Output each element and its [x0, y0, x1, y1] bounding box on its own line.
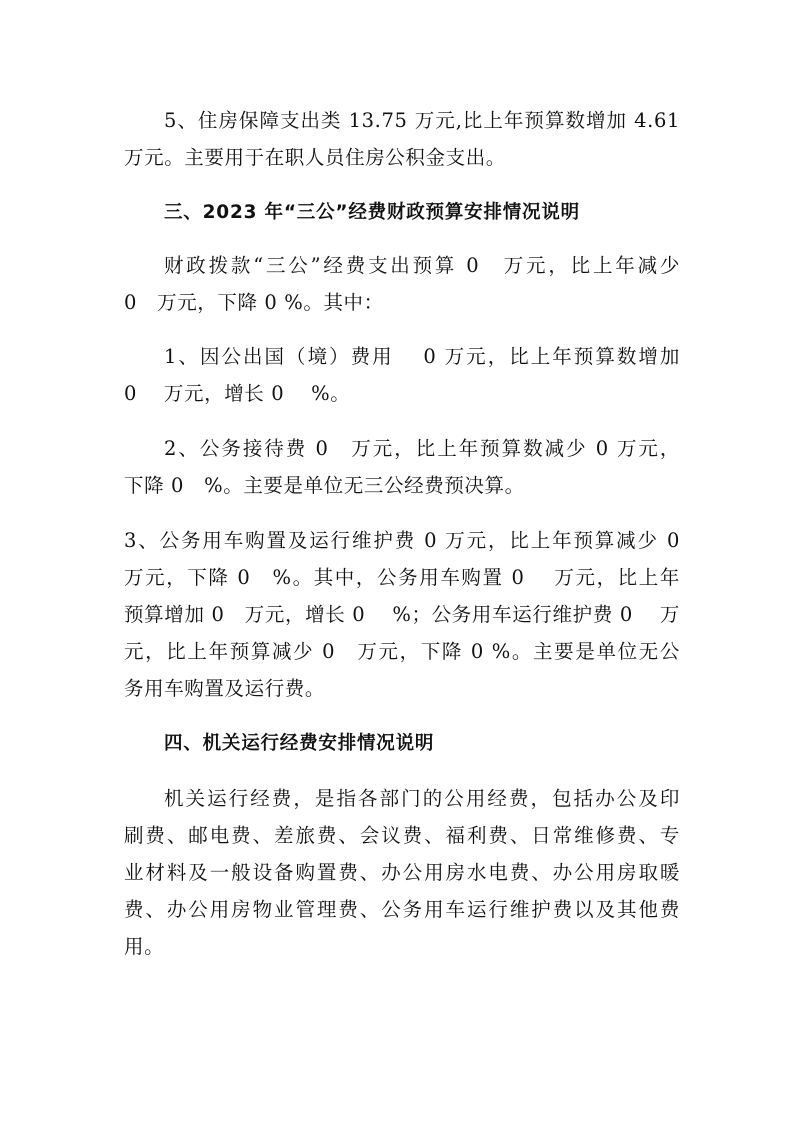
three-public-summary-line-2: 0 万元，下降 0 %。其中：	[124, 291, 384, 314]
reception-item-line-1: 2、公务接待费 0 万元，比上年预算数减少 0 万元，	[164, 437, 680, 460]
three-public-summary-line-1: 财政拨款“三公”经费支出预算 0 万元，比上年减少	[164, 254, 680, 277]
overseas-item-line-1: 1、因公出国（境）费用 0 万元，比上年预算数增加	[164, 345, 680, 368]
reception-item-line-2: 下降 0 %。主要是单位无三公经费预决算。	[124, 474, 525, 497]
overseas-item-line-2: 0 万元，增长 0 %。	[124, 382, 351, 405]
operating-expense-line-2: 刷费、邮电费、差旅费、会议费、福利费、日常维修费、专	[124, 824, 680, 847]
section-three-heading: 三、2023 年“三公”经费财政预算安排情况说明	[164, 202, 580, 223]
vehicle-item-line-3: 预算增加 0 万元，增长 0 %；公务用车运行维护费 0 万	[124, 603, 680, 626]
vehicle-item-line-5: 务用车购置及运行费。	[124, 677, 326, 700]
operating-expense-line-3: 业材料及一般设备购置费、办公用房水电费、办公用房取暖	[124, 861, 680, 884]
housing-item-line-1: 5、住房保障支出类 13.75 万元,比上年预算数增加 4.61	[164, 109, 680, 132]
operating-expense-line-4: 费、办公用房物业管理费、公务用车运行维护费以及其他费	[124, 898, 680, 921]
vehicle-item-line-1: 3、公务用车购置及运行维护费 0 万元，比上年预算减少 0	[124, 529, 680, 552]
section-four-heading: 四、机关运行经费安排情况说明	[164, 733, 435, 754]
operating-expense-line-5: 用。	[124, 935, 165, 958]
housing-item-line-2: 万元。主要用于在职人员住房公积金支出。	[124, 146, 506, 169]
vehicle-item-line-4: 元，比上年预算减少 0 万元，下降 0 %。主要是单位无公	[124, 640, 680, 663]
vehicle-item-line-2: 万元，下降 0 %。其中，公务用车购置 0 万元，比上年	[124, 566, 680, 589]
operating-expense-line-1: 机关运行经费，是指各部门的公用经费，包括办公及印	[164, 787, 680, 810]
